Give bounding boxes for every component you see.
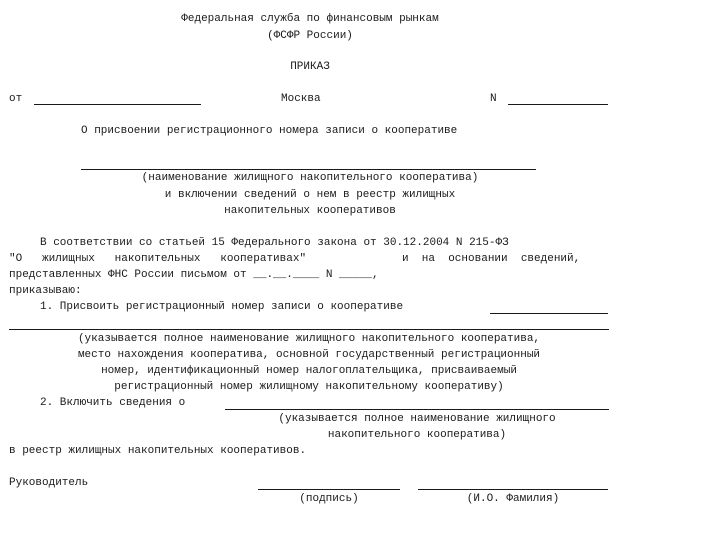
item-1-hint-4: регистрационный номер жилищному накопительному кооперативу) — [114, 381, 504, 393]
item-2-ending: в реестр жилищных накопительных кооперативов. — [9, 445, 307, 457]
signature-hint: (подпись) — [299, 493, 359, 505]
item-1-blank-short — [490, 313, 608, 314]
item-2-blank — [225, 409, 609, 410]
date-blank — [34, 104, 201, 105]
item-1-hint-1: (указывается полное наименование жилищного накопительного кооператива, — [77, 333, 541, 345]
full-name-hint: (И.О. Фамилия) — [466, 493, 560, 505]
body-line-2b: и на основании сведений, — [402, 253, 581, 265]
item-2-hint-1: (указывается полное наименование жилищного — [278, 413, 556, 425]
body-line-4: приказываю: — [9, 285, 82, 297]
number-label: N — [490, 93, 497, 105]
city-name: Москва — [281, 93, 321, 105]
item-2-text: 2. Включить сведения о — [40, 397, 186, 409]
body-line-3: представленных ФНС России письмом от __.__.____ N _____, — [9, 269, 379, 281]
item-1-hint-3: номер, идентификационный номер налогоплательщика, присваиваемый — [101, 365, 517, 377]
item-2-hint-2: накопительного кооператива) — [327, 429, 507, 441]
subject-line-2: и включении сведений о нем в реестр жилищных — [164, 189, 456, 201]
item-1-text: 1. Присвоить регистрационный номер записи о кооперативе — [40, 301, 404, 313]
number-blank — [508, 104, 608, 105]
org-name: Федеральная служба по финансовым рынкам — [181, 13, 439, 25]
full-name-blank — [418, 489, 608, 490]
subject-line-3: накопительных кооперативов — [224, 205, 396, 217]
item-1-blank-full — [9, 329, 609, 330]
cooperative-name-blank — [81, 169, 536, 170]
head-label: Руководитель — [9, 477, 89, 489]
body-line-1: В соответствии со статьей 15 Федерального закона от 30.12.2004 N 215-ФЗ — [40, 237, 509, 249]
document-title: ПРИКАЗ — [290, 61, 330, 73]
subject-line-1: О присвоении регистрационного номера записи о кооперативе — [81, 125, 458, 137]
org-abbreviation: (ФСФР России) — [267, 30, 353, 42]
signature-blank — [258, 489, 400, 490]
body-line-2a: "О жилищных накопительных кооперативах" — [9, 253, 307, 265]
cooperative-name-hint: (наименование жилищного накопительного кооператива) — [141, 172, 479, 184]
date-from-label: от — [9, 93, 23, 105]
item-1-hint-2: место нахождения кооператива, основной государственный регистрационный — [77, 349, 541, 361]
